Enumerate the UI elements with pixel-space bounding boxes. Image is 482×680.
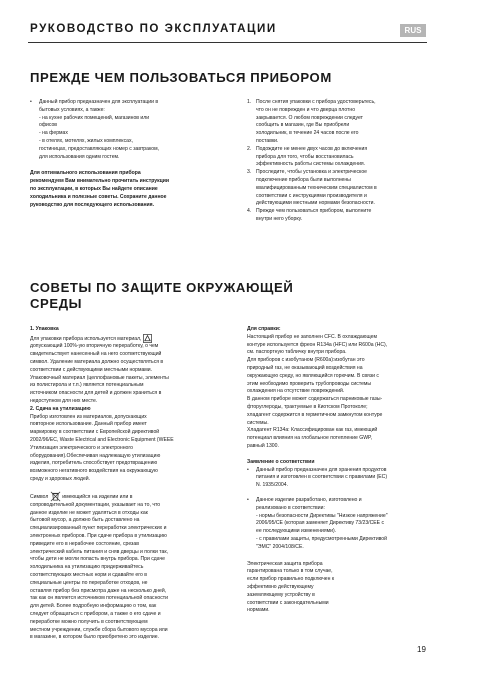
bullet-line: - в отелях, мотелях, жилых комплексах, <box>39 137 133 144</box>
symbol-line: специальные центры по переработке отходов, не <box>30 579 148 586</box>
packaging-text: Для упаковки прибора используется материал, <box>30 335 142 342</box>
step-line: холодильник, в течение 24 часов после его <box>256 130 359 137</box>
symbol-line: следует обращаться с прибором, а также о его сдаче и <box>30 610 161 617</box>
compliance-title: Заявление о соответствии <box>247 458 315 465</box>
steps-list <box>247 99 437 224</box>
disposal-line: 2002/96/EC, Waste Electrical and Electronic Equipment (WEEE <box>30 437 174 443</box>
environment-right-column <box>247 326 437 615</box>
note-line: по эксплуатации, в которых Вы найдете описание <box>30 185 158 192</box>
compliance-line: - с правилами защиты, предусмотренными Директивой <box>256 535 387 542</box>
compliance-bullet <box>247 497 437 552</box>
compliance-bullet <box>247 467 437 490</box>
section-heading-environment <box>30 280 330 312</box>
reference-line: см. паспортную табличку внутри прибора. <box>247 349 347 356</box>
reference-line: этим необходимо проверить трубопроводы системы <box>247 380 372 387</box>
usage-bullet-list <box>30 99 230 161</box>
step-line: квалифицированным техническим специалистом в <box>256 184 377 191</box>
reference-line: Хладагент R134a: Классифицирован как газ, имеющий <box>247 427 378 434</box>
packaging-line: допускающий 100%-ую вторичную переработку, о чем <box>30 343 159 350</box>
bullet-line: - на фермах <box>39 130 68 137</box>
reference-line: системы. <box>247 419 269 426</box>
symbol-line: для детей. Более подробную информацию о том, как <box>30 603 157 610</box>
step-number: 1. <box>247 99 252 105</box>
step-item <box>247 99 437 146</box>
disposal-line: Прибор изготовлен из материалов, допускающих <box>30 413 147 420</box>
section-heading-before-use: ПРЕЖДЕ ЧЕМ ПОЛЬЗОВАТЬСЯ ПРИБОРОМ <box>30 70 332 85</box>
packaging-title: 1. Упаковка <box>30 326 59 332</box>
step-line: соответствии с инструкциями производителя и <box>256 192 367 199</box>
step-number: 2. <box>247 145 252 152</box>
step-item <box>247 208 437 224</box>
step-line: прибора для того, чтобы восстановилась <box>256 153 354 160</box>
reference-line: Для приборов с изобутаном (R600a):изобутан это <box>247 357 365 364</box>
manual-title: РУКОВОДСТВО ПО ЭКСПЛУАТАЦИИ <box>30 22 277 35</box>
symbol-line: местном учреждении, службе сбора бытового мусора или <box>30 626 168 633</box>
packaging-line: источником опасности для детей и должен храниться в <box>30 390 162 397</box>
page-number: 19 <box>417 645 426 654</box>
safety-line: гарантирована только в том случае, <box>247 568 333 575</box>
symbol-line: оставляя прибор без присмотра даже на несколько дней, <box>30 587 167 594</box>
step-line: закрывается. О любом повреждении следует <box>256 114 364 121</box>
safety-line: Электрическая защита прибора <box>247 560 323 567</box>
before-use-right-column <box>247 99 437 224</box>
step-number: 3. <box>247 169 252 176</box>
compliance-line: питания и изготовлен в соответствии с правилами (EC) <box>256 474 388 481</box>
step-line: внутри него уборку. <box>256 215 303 222</box>
reference-line: природный газ, не оказывающий воздействия на <box>247 364 363 371</box>
step-item <box>247 146 437 169</box>
reference-line: контуре используется фреон R134a (HFC) или R600a (HC), <box>247 341 388 348</box>
reference-line: В данном приборе может содержаться парниковые газы- <box>247 396 383 403</box>
step-line: эффективность работы системы охлаждения. <box>256 161 366 168</box>
compliance-line: • Данное изделие разработано, изготовлено и <box>256 496 362 503</box>
packaging-line: недоступном для них месте. <box>30 398 98 405</box>
step-line: Проследите, чтобы установка и электрическое <box>256 169 368 176</box>
reference-line: хладагент содержится в герметичном замкнутом контуре <box>247 411 383 418</box>
weee-symbol-line <box>30 491 235 502</box>
symbol-line: приведите его в нерабочее состояние, срезав <box>30 540 139 547</box>
disposal-title: 2. Сдача на утилизацию <box>30 405 91 412</box>
compliance-list <box>247 467 437 552</box>
safety-line: если прибор правильно подключен к <box>247 576 335 583</box>
electrical-safety-note <box>247 561 437 616</box>
packaging-line: свидетельствует нанесенный на него соответствующий <box>30 351 162 358</box>
bullet-line: гостиницах, предоставляющих номер с завтраком, <box>39 145 159 152</box>
reference-line: окружающую среду, но являющийся горючим. В связи с <box>247 372 379 379</box>
disposal-line: возможного негативного воздействия на окружающую <box>30 468 158 475</box>
safety-line: нормами. <box>247 607 270 614</box>
symbol-line: так как он является источником потенциальной опасности <box>30 595 168 602</box>
safety-line: эффективно действующему <box>247 583 314 590</box>
symbol-text-before: Символ <box>30 493 49 500</box>
step-line: действующими местными нормами безопасности. <box>256 200 375 207</box>
step-line: Подождите не менее двух часов до включения <box>256 145 368 152</box>
step-line: Прежде чем пользоваться прибором, выполните <box>256 208 372 215</box>
note-line: руководство для последующего использования. <box>30 201 155 208</box>
symbol-line: в магазине, в котором было приобретено это изделие. <box>30 634 159 641</box>
packaging-first-line <box>30 334 235 344</box>
disposal-line: маркировку в соответствии с Европейской директивой <box>30 429 160 436</box>
disposal-line: среду и здоровых людей. <box>30 475 91 482</box>
language-badge: RUS <box>400 24 426 37</box>
environment-left-column <box>30 326 235 642</box>
disposal-line: Утилизация электрического и электронного <box>30 444 133 451</box>
note-line: холодильника и полезные советы. Сохраните данное <box>30 193 167 200</box>
symbol-line: сопроводительной документации, указывает на то, что <box>30 501 161 508</box>
disposal-line: оборудования).Обеспечивая надлежащую утилизацию <box>30 452 161 459</box>
packaging-line: из полистирола и т.п.) является потенциальным <box>30 382 144 389</box>
step-number: 4. <box>247 208 252 215</box>
crossed-bin-icon <box>50 491 61 502</box>
packaging-line: соответствии с действующими местными нормами. <box>30 366 153 373</box>
symbol-text-after: имеющийся на изделии или в <box>62 493 133 500</box>
usage-bullet <box>30 99 230 161</box>
symbol-line: данное изделие не может удаляться в отходы как <box>30 509 148 516</box>
symbol-line: электронных приборов. При сдаче прибора в утилизацию <box>30 532 167 539</box>
header-divider <box>28 42 427 43</box>
reference-line: фторуглероды, трактуемые в Киотском Протоколе; <box>247 403 368 410</box>
safety-line: заземляющему устройству в <box>247 591 315 598</box>
packaging-line: Упаковочный материал (целлофановые пакеты, элементы <box>30 374 169 381</box>
disposal-line: изделия, потребитель способствует предотвращению <box>30 460 158 467</box>
step-line: После снятия упаковки с прибора удостоверьтесь, <box>256 99 376 105</box>
compliance-line: реализовано в соответствии: <box>256 504 325 511</box>
step-line: сообщить в магазин, где Вы приобрели <box>256 122 350 129</box>
bullet-line: - на кухне рабочих помещений, магазинов или <box>39 114 150 121</box>
heading-line: СОВЕТЫ ПО ЗАЩИТЕ ОКРУЖАЮЩЕЙ <box>30 280 294 295</box>
compliance-line: • Данный прибор предназначен для хранения продуктов <box>256 466 387 473</box>
reference-line: потенциал влияния на глобальное потепление GWP, <box>247 435 373 442</box>
symbol-line: соответствующих местных норм и сдавайте его в <box>30 571 147 578</box>
compliance-line: - нормы безопасности Директивы "Низкое напряжение" <box>256 512 388 519</box>
reference-line: охлаждения на отсутствие повреждений. <box>247 388 345 395</box>
symbol-line: специализированный пункт переработки электрических и <box>30 525 167 532</box>
recommendation-note <box>30 170 230 209</box>
step-line: подключение прибора были выполнены <box>256 176 351 183</box>
symbol-line: переработке можно получить в соответствующем <box>30 618 148 625</box>
note-line: Для оптимального использования прибора <box>30 170 141 177</box>
disposal-line: повторное использование. Данный прибор имеет <box>30 421 147 428</box>
symbol-line: чтобы дети не могли попасть внутрь прибора. При сдаче <box>30 556 165 563</box>
step-item <box>247 169 437 208</box>
compliance-line: ее последующими изменениями). <box>256 528 337 535</box>
reference-title: Для справки: <box>247 326 281 332</box>
heading-line: СРЕДЫ <box>30 296 83 311</box>
symbol-line: холодильника на утилизацию придерживайтесь <box>30 564 144 571</box>
recycle-icon <box>143 334 152 343</box>
step-line: что он не поврежден и что дверца плотно <box>256 106 356 113</box>
bullet-line: бытовых условиях, а также: <box>39 106 105 113</box>
compliance-line: N. 1935/2004. <box>256 482 289 489</box>
bullet-line: офисов <box>39 122 58 129</box>
bullet-line: • Данный прибор предназначен для эксплуатации в <box>39 99 159 105</box>
symbol-line: бытовой мусор, а должно быть доставлено на <box>30 517 140 524</box>
reference-line: Настоящий прибор не заполнен CFC. В охлаждающем <box>247 333 377 340</box>
compliance-line: "ЭМС" 2004/108/CE. <box>256 543 304 550</box>
bullet-line: для использования одним гостем. <box>39 153 120 160</box>
packaging-line: символ. Удаление материала должно осуществляться в <box>30 359 164 366</box>
compliance-line: 2006/95/CE (которая заменяет Директиву 73/23/CEE с <box>256 520 385 527</box>
before-use-left-column <box>30 99 230 209</box>
step-line: поставки. <box>256 137 279 144</box>
safety-line: соответствии с законодательными <box>247 599 329 606</box>
symbol-line: электрический кабель питания и сняв дверцы и полки так, <box>30 548 168 555</box>
reference-line: равный 1300. <box>247 442 279 449</box>
note-line: рекомендуем Вам внимательно прочитать инструкции <box>30 178 170 185</box>
